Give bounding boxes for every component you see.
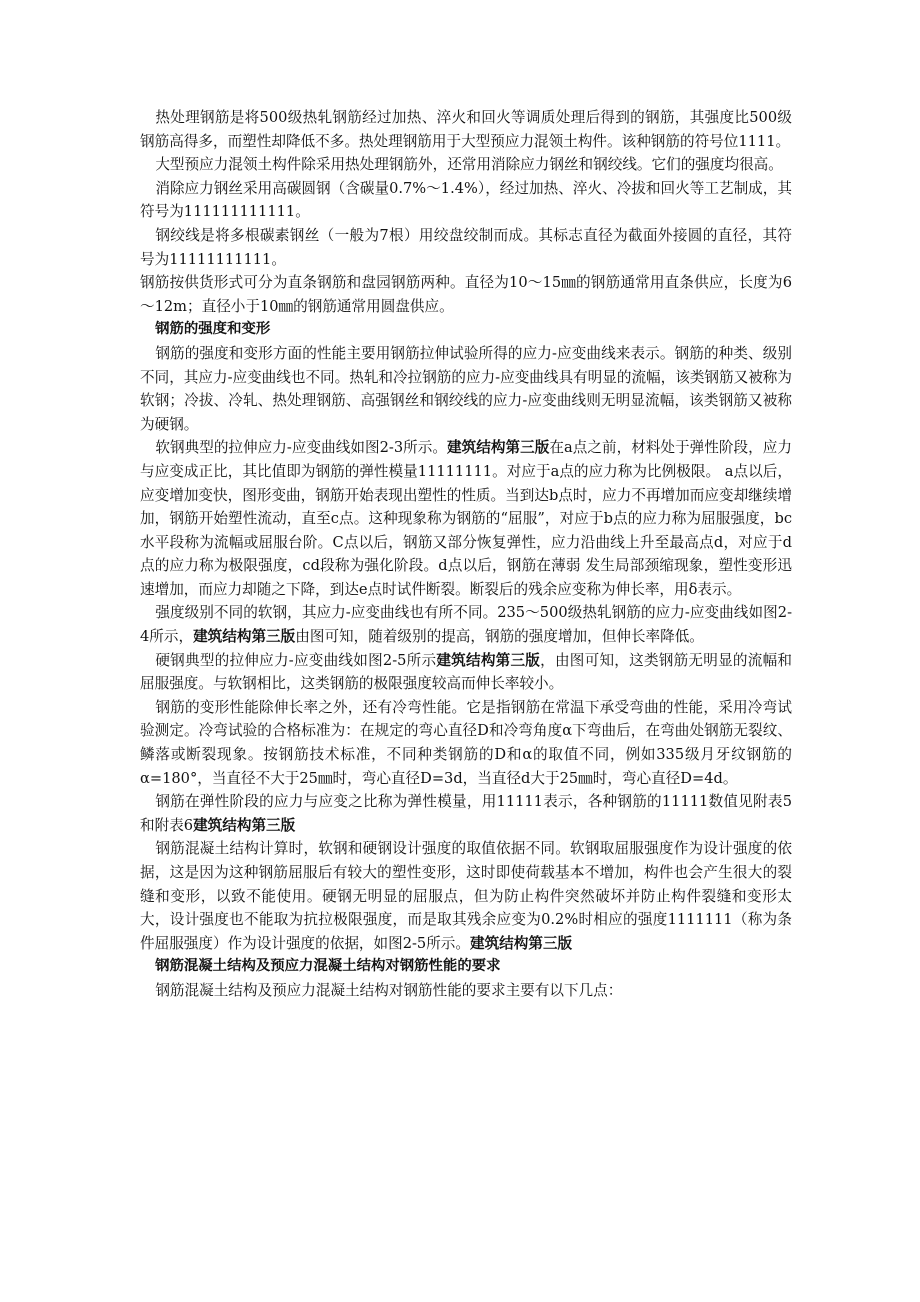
paragraph-cold-bend: 钢筋的变形性能除伸长率之外，还有冷弯性能。它是指钢筋在常温下承受弯曲的性能，采用冷弯试验测定。冷弯试验的合格标准为：在规定的弯心直径D和冷弯角度α下弯曲后，在弯曲处钢筋无裂纹、鳞落或断裂现象。按钢筋技术标准，不同种类钢筋的D和α的取值不同，例如335级月牙纹钢筋的α=180°，当直径不大于25㎜时，弯心直径D=3d，当直径d大于25㎜时，弯心直径D=4d。 (140, 698, 792, 787)
book-title-mark: 建筑结构第三版 (447, 439, 550, 457)
paragraph-strength-grades: 强度级别不同的软钢，其应力-应变曲线也有所不同。235～500级热轧钢筋的应力-应变曲线如图2-4所示，建筑结构第三版由图可知，随着级别的提高，钢筋的强度增加，但伸长率降低。 (140, 604, 792, 646)
paragraph-design-strength: 钢筋混凝土结构计算时，软钢和硬钢设计强度的取值依据不同。软钢取屈服强度作为设计强度的依据，这是因为这种钢筋屈服后有较大的塑性变形，这时即使荷载基本不增加，构件也会产生很大的裂缝和变形，以致不能使用。硬钢无明显的屈服点，但为防止构件突然破坏并防止构件裂缝和变形太大，设计强度也不能取为抗拉极限强度，而是取其残余应变为0.2%时相应的强度1111111（称为条件屈服强度）作为设计强度的依据，如图2-5所示。建筑结构第三版 (140, 840, 792, 952)
paragraph-elastic-modulus: 钢筋在弹性阶段的应力与应变之比称为弹性模量，用11111表示，各种钢筋的11111数值见附表5和附表6建筑结构第三版 (140, 793, 792, 834)
book-title-mark: 建筑结构第三版 (193, 816, 296, 834)
paragraph-heat-treated-steel: 热处理钢筋是将500级热轧钢筋经过加热、淬火和回火等调质处理后得到的钢筋，其强度比500级钢筋高得多，而塑性却降低不多。热处理钢筋用于大型预应力混领土构件。该种钢筋的符号位1111。 (140, 109, 792, 150)
paragraph-stress-relieved-wire: 消除应力钢丝采用高碳圆钢（含碳量0.7%～1.4%），经过加热、淬火、冷拔和回火等工艺制成，其符号为111111111111。 (140, 179, 792, 221)
paragraph-supply-form: 钢筋按供货形式可分为直条钢筋和盘园钢筋两种。直径为10～15㎜的钢筋通常用直条供应，长度为6～12m；直径小于10㎜的钢筋通常用圆盘供应。 (140, 274, 792, 315)
document-body (140, 106, 792, 1003)
paragraph-steel-strand: 钢绞线是将多根碳素钢丝（一般为7根）用绞盘绞制而成。其标志直径为截面外接圆的直径，其符号为11111111111。 (140, 226, 792, 268)
paragraph-prestressed-components: 大型预应力混领土构件除采用热处理钢筋外，还常用消除应力钢丝和钢绞线。它们的强度均很高。 (155, 156, 783, 174)
paragraph-mild-steel-curve: 软钢典型的拉伸应力-应变曲线如图2-3所示。建筑结构第三版在a点之前，材料处于弹性阶段，应力与应变成正比，其比值即为钢筋的弹性模量11111111。对应于a点的应力称为比例极限。 a点以后，应变增加变快，图形变曲，钢筋开始表现出塑性的性质。当到达b点时，应力不再增加而应变却继续增加，钢筋开始塑性流动，直至c点。这种现象称为钢筋的“屈服”，对应于b点的应力称为屈服强度，bc水平段称为流幅或屈服台阶。C点以后，钢筋又部分恢复弹性，应力沿曲线上升至最高点d，对应于d点的应力称为极限强度，cd段称为强化阶段。d点以后，钢筋在薄弱 发生局部颈缩现象，塑性变形迅速增加，而应力却随之下降，到达e点时试件断裂。断裂后的残余应变称为伸长率，用δ表示。 (140, 439, 792, 598)
book-title-mark: 建筑结构第三版 (193, 628, 296, 646)
book-title-mark: 建筑结构第三版 (436, 651, 541, 669)
section-heading-strength-deformation: 钢筋的强度和变形 (155, 321, 271, 338)
paragraph-stress-strain-curve: 钢筋的强度和变形方面的性能主要用钢筋拉伸试验所得的应力-应变曲线来表示。钢筋的种类、级别不同，其应力-应变曲线也不同。热轧和冷拉钢筋的应力-应变曲线具有明显的流幅，该类钢筋又被称为软钢；冷拔、冷轧、热处理钢筋、高强钢丝和钢绞线的应力-应变曲线则无明显流幅，该类钢筋又被称为硬钢。 (140, 344, 792, 433)
paragraph-requirements-intro: 钢筋混凝土结构及预应力混凝土结构对钢筋性能的要求主要有以下几点： (155, 981, 623, 999)
section-heading-requirements: 钢筋混凝土结构及预应力混凝土结构对钢筋性能的要求 (155, 958, 501, 975)
book-title-mark: 建筑结构第三版 (469, 934, 573, 952)
paragraph-hard-steel-curve: 硬钢典型的拉伸应力-应变曲线如图2-5所示建筑结构第三版，由图可知，这类钢筋无明显的流幅和屈服强度。与软钢相比，这类钢筋的极限强度较高而伸长率较小。 (140, 651, 792, 693)
